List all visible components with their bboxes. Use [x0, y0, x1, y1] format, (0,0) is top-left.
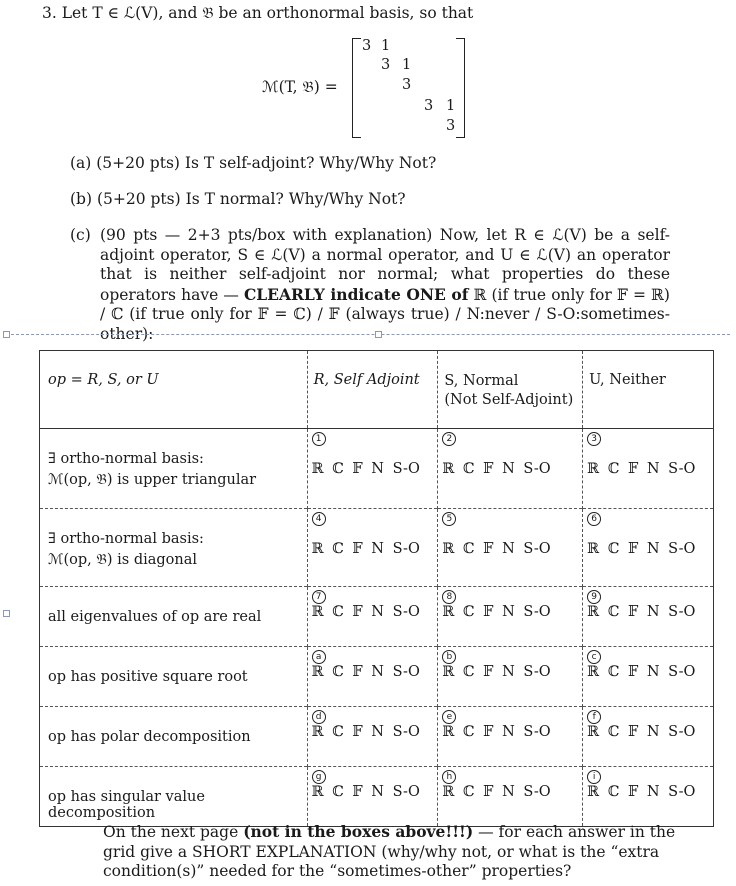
- box-number-h: h: [442, 770, 456, 784]
- box-number-g: g: [312, 770, 326, 784]
- matrix-label: ℳ(T, 𝔅) =: [262, 78, 338, 96]
- answer-options[interactable]: ℝ ℂ 𝔽 N S-O: [311, 604, 420, 620]
- grid-row-upper-triangular: [40, 429, 714, 509]
- part-c-label: (c): [70, 226, 91, 244]
- selection-guide-line[interactable]: [6, 334, 730, 335]
- answer-box-c[interactable]: [583, 647, 714, 707]
- grid-header-self-adjoint: R, Self Adjoint: [307, 351, 438, 429]
- row-label: op has singular value decomposition: [40, 767, 308, 827]
- footer-emphasis: (not in the boxes above!!!): [243, 822, 474, 841]
- box-number-a: a: [312, 650, 326, 664]
- answer-box-d[interactable]: [307, 707, 438, 767]
- matrix-entry: 3: [381, 57, 391, 73]
- grid-header-op: op = R, S, or U: [48, 372, 159, 388]
- part-a: (a) (5+20 pts) Is T self-adjoint? Why/Why Not?: [70, 154, 437, 172]
- row-label: ∃ ortho-normal basis: ℳ(op, 𝔅) is upper triangular: [40, 429, 308, 509]
- answer-box-g[interactable]: [307, 767, 438, 827]
- answer-options[interactable]: ℝ ℂ 𝔽 N S-O: [587, 784, 696, 800]
- matrix-right-bracket: [456, 38, 465, 138]
- answer-box-5[interactable]: [438, 509, 583, 587]
- matrix-entry: 1: [381, 38, 391, 54]
- box-number-1: 1: [312, 432, 326, 446]
- matrix-entry: 3: [362, 38, 372, 54]
- answer-options[interactable]: ℝ ℂ 𝔽 N S-O: [587, 541, 696, 557]
- answer-box-9[interactable]: [583, 587, 714, 647]
- answer-options[interactable]: ℝ ℂ 𝔽 N S-O: [311, 541, 420, 557]
- grid-header-neither: U, Neither: [583, 351, 714, 429]
- box-number-3: 3: [587, 432, 601, 446]
- part-b: (b) (5+20 pts) Is T normal? Why/Why Not?: [70, 190, 406, 208]
- answer-box-4[interactable]: [307, 509, 438, 587]
- row-label: op has positive square root: [40, 647, 308, 707]
- answer-box-7[interactable]: [307, 587, 438, 647]
- answer-box-b[interactable]: [438, 647, 583, 707]
- box-number-4: 4: [312, 512, 326, 526]
- grid-row-singular-value-decomposition: [40, 767, 714, 827]
- answer-options[interactable]: ℝ ℂ 𝔽 N S-O: [442, 541, 551, 557]
- answer-box-1[interactable]: [307, 429, 438, 509]
- selection-handle[interactable]: [3, 610, 10, 617]
- box-number-i: i: [587, 770, 601, 784]
- answer-options[interactable]: ℝ ℂ 𝔽 N S-O: [442, 604, 551, 620]
- part-c-options-text: ℝ (if true only for 𝔽 = ℝ) / ℂ (if true only for 𝔽 = ℂ) / 𝔽 (always true) / N:never / S-O:sometimes-other):: [100, 285, 670, 343]
- selection-handle[interactable]: [3, 331, 10, 338]
- row-label: ∃ ortho-normal basis: ℳ(op, 𝔅) is diagonal: [40, 509, 308, 587]
- answer-options[interactable]: ℝ ℂ 𝔽 N S-O: [311, 461, 420, 477]
- answer-options[interactable]: ℝ ℂ 𝔽 N S-O: [587, 664, 696, 680]
- answer-options[interactable]: ℝ ℂ 𝔽 N S-O: [587, 604, 696, 620]
- row-label: op has polar decomposition: [40, 707, 308, 767]
- answer-grid: [39, 350, 714, 827]
- box-number-b: b: [442, 650, 456, 664]
- answer-box-h[interactable]: [438, 767, 583, 827]
- matrix-entry: 3: [424, 98, 434, 114]
- answer-options[interactable]: ℝ ℂ 𝔽 N S-O: [311, 724, 420, 740]
- grid-row-eigenvalues-real: [40, 587, 714, 647]
- answer-options[interactable]: ℝ ℂ 𝔽 N S-O: [442, 461, 551, 477]
- selection-handle[interactable]: [375, 331, 382, 338]
- box-number-d: d: [312, 710, 326, 724]
- matrix-left-bracket: [352, 38, 361, 138]
- answer-box-a[interactable]: [307, 647, 438, 707]
- box-number-9: 9: [587, 590, 601, 604]
- answer-box-i[interactable]: [583, 767, 714, 827]
- matrix-entry: 3: [446, 118, 456, 134]
- box-number-c: c: [587, 650, 601, 664]
- footer-instructions: On the next page (not in the boxes above!!!) — for each answer in the grid give a SHORT EXPLANATION (why/why not, or what is the “extra condition(s)” needed for the “sometimes-other” properties?: [103, 822, 676, 880]
- part-c-text: (90 pts — 2+3 pts/box with explanation) Now, let R ∈ ℒ(V) be a self-adjoint operator, S ∈ ℒ(V) a normal operator, and U ∈ ℒ(V) an operator that is neither self-adjoint nor normal; what properties do these operators have —: [100, 226, 670, 304]
- answer-options[interactable]: ℝ ℂ 𝔽 N S-O: [587, 724, 696, 740]
- row-label: all eigenvalues of op are real: [40, 587, 308, 647]
- grid-header-row: [40, 351, 714, 429]
- box-number-7: 7: [312, 590, 326, 604]
- answer-options[interactable]: ℝ ℂ 𝔽 N S-O: [587, 461, 696, 477]
- box-number-5: 5: [442, 512, 456, 526]
- answer-options[interactable]: ℝ ℂ 𝔽 N S-O: [442, 724, 551, 740]
- answer-box-2[interactable]: [438, 429, 583, 509]
- answer-box-6[interactable]: [583, 509, 714, 587]
- grid-row-positive-square-root: [40, 647, 714, 707]
- answer-options[interactable]: ℝ ℂ 𝔽 N S-O: [311, 664, 420, 680]
- matrix-entry: 3: [402, 77, 412, 93]
- problem-header: 3. Let T ∈ ℒ(V), and 𝔅 be an orthonormal basis, so that: [42, 4, 474, 22]
- matrix-entry: 1: [402, 57, 412, 73]
- answer-box-3[interactable]: [583, 429, 714, 509]
- box-number-8: 8: [442, 590, 456, 604]
- answer-box-e[interactable]: [438, 707, 583, 767]
- grid-header-normal: S, Normal (Not Self-Adjoint): [438, 351, 583, 429]
- box-number-f: f: [587, 710, 601, 724]
- grid-row-polar-decomposition: [40, 707, 714, 767]
- matrix-entry: 1: [446, 98, 456, 114]
- grid-row-diagonal: [40, 509, 714, 587]
- box-number-6: 6: [587, 512, 601, 526]
- box-number-2: 2: [442, 432, 456, 446]
- answer-options[interactable]: ℝ ℂ 𝔽 N S-O: [311, 784, 420, 800]
- answer-box-f[interactable]: [583, 707, 714, 767]
- part-c-emphasis: CLEARLY indicate ONE of: [243, 284, 469, 304]
- part-c: [70, 226, 670, 344]
- box-number-e: e: [442, 710, 456, 724]
- answer-options[interactable]: ℝ ℂ 𝔽 N S-O: [442, 664, 551, 680]
- answer-box-8[interactable]: [438, 587, 583, 647]
- answer-options[interactable]: ℝ ℂ 𝔽 N S-O: [442, 784, 551, 800]
